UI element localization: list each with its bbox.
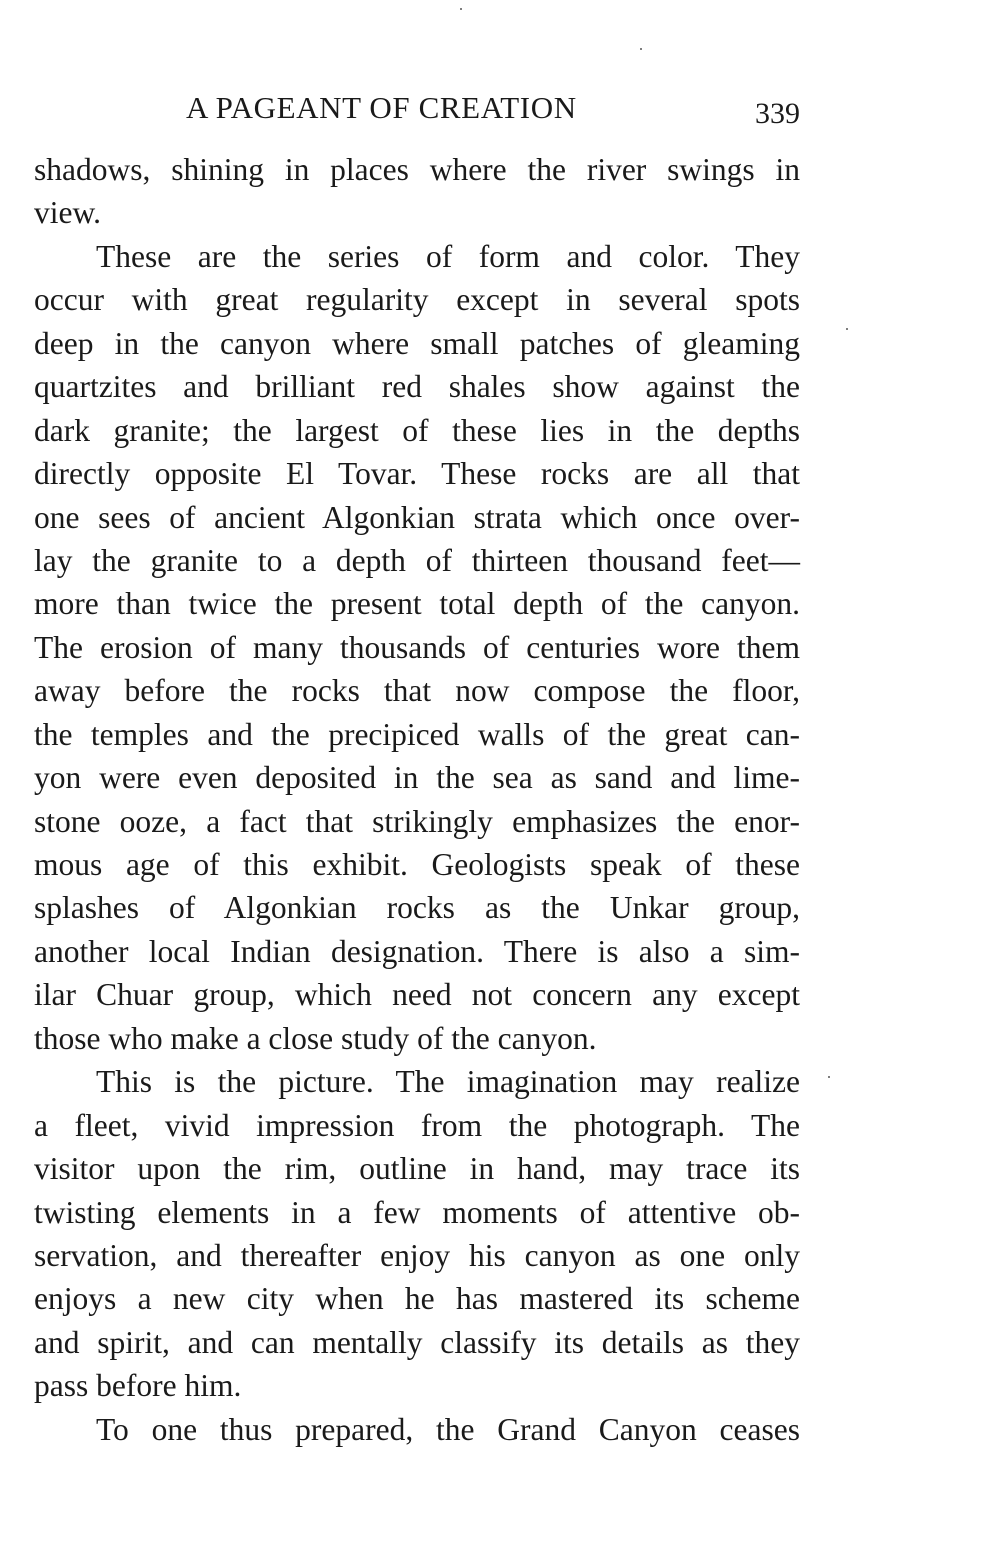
text-line: one sees of ancient Algonkian strata which once over- (34, 499, 800, 535)
text-line: servation, and thereafter enjoy his canyon as one only (34, 1237, 800, 1273)
text-line: deep in the canyon where small patches of gleaming (34, 325, 800, 361)
text-line: quartzites and brilliant red shales show against the (34, 369, 800, 405)
text-line: and spirit, and can mentally classify its details as they (34, 1324, 800, 1360)
text-line: a fleet, vivid impression from the photograph. The (34, 1107, 800, 1143)
text-line: another local Indian designation. There is also a sim- (34, 933, 800, 969)
text-line: lay the granite to a depth of thirteen thousand feet— (34, 542, 800, 578)
text-line: shadows, shining in places where the river swings in (34, 152, 800, 187)
text-line: splashes of Algonkian rocks as the Unkar group, (34, 890, 800, 926)
text-line: view. (34, 195, 102, 231)
text-line: directly opposite El Tovar. These rocks are all that (34, 456, 800, 492)
text-line: twisting elements in a few moments of attentive ob- (34, 1194, 800, 1230)
scan-speck (640, 48, 642, 50)
page-number: 339 (755, 97, 800, 130)
text-line: yon were even deposited in the sea as sand and lime- (34, 760, 800, 796)
text-line: The erosion of many thousands of centuries wore them (34, 629, 800, 665)
scan-speck (846, 328, 848, 330)
text-line: visitor upon the rim, outline in hand, may trace its (34, 1151, 800, 1187)
text-line: ilar Chuar group, which need not concern any except (34, 977, 800, 1013)
scan-speck (460, 8, 462, 10)
text-line: occur with great regularity except in several spots (34, 282, 800, 318)
text-line: enjoys a new city when he has mastered its scheme (34, 1281, 800, 1317)
body-text (34, 148, 800, 1451)
text-line: stone ooze, a fact that strikingly emphasizes the enor- (34, 803, 800, 839)
text-line: more than twice the present total depth of the canyon. (34, 586, 800, 622)
paragraph-first-line: To one thus prepared, the Grand Canyon ceases (96, 1411, 800, 1447)
running-title: A PAGEANT OF CREATION (186, 90, 577, 125)
scan-speck (828, 1076, 830, 1078)
text-line: pass before him. (34, 1368, 242, 1404)
paragraph-first-line: This is the picture. The imagination may realize (96, 1064, 800, 1100)
text-line: the temples and the precipiced walls of the great can- (34, 716, 800, 752)
text-line: away before the rocks that now compose the floor, (34, 673, 800, 709)
text-line: dark granite; the largest of these lies in the depths (34, 412, 800, 448)
text-line: mous age of this exhibit. Geologists speak of these (34, 847, 800, 882)
running-head (34, 86, 800, 130)
paragraph-first-line: These are the series of form and color. They (96, 238, 800, 274)
text-line: those who make a close study of the canyon. (34, 1020, 597, 1056)
